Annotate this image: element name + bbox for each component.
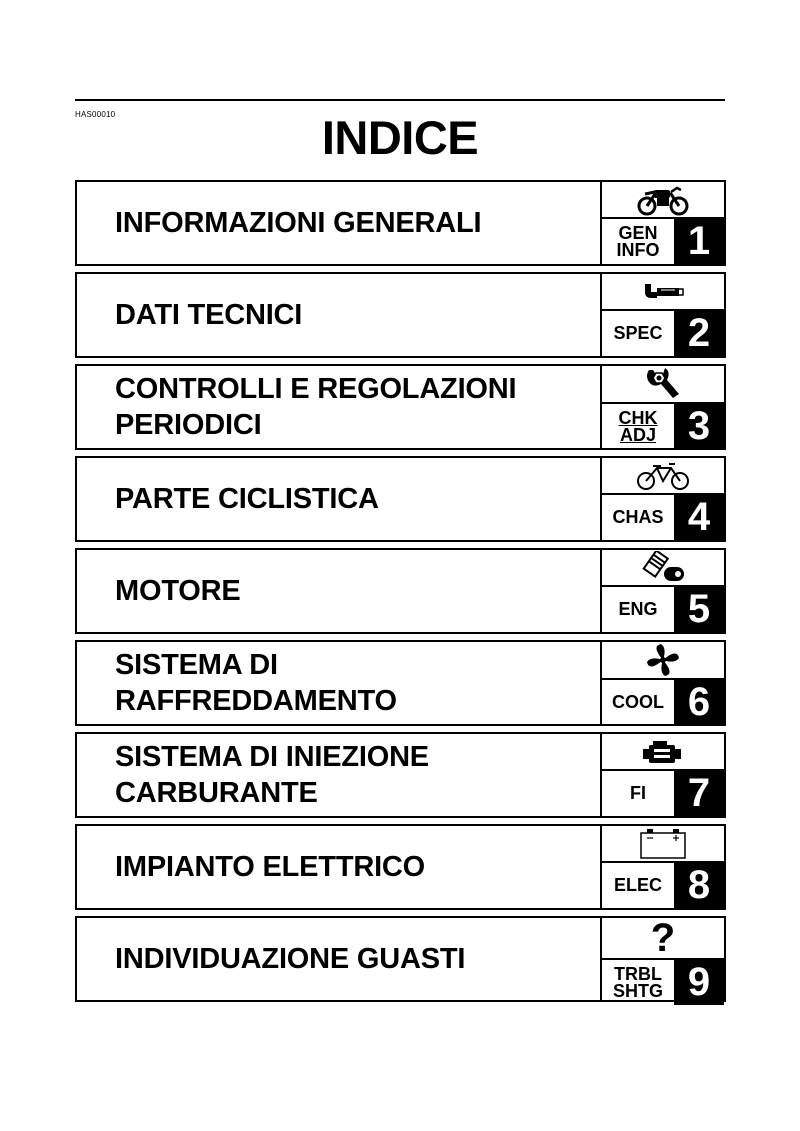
wrench-nut-icon <box>602 366 724 402</box>
chapter-code: CHAS <box>612 507 664 527</box>
chapter-title: INFORMAZIONI GENERALI <box>115 207 482 239</box>
chapter-tab <box>600 274 724 356</box>
chapter-tab <box>600 366 724 448</box>
question-mark-icon: ? <box>650 916 676 960</box>
chapter-periodic-checks[interactable] <box>75 364 726 450</box>
chapter-number: 2 <box>674 311 724 356</box>
chapter-tab <box>600 458 724 540</box>
piston-icon <box>602 550 724 585</box>
chapter-tab <box>600 182 724 264</box>
chapter-code: TRBL SHTG <box>612 963 663 1001</box>
fan-icon <box>602 642 724 678</box>
engine-block-icon <box>602 734 724 769</box>
chapter-number: 5 <box>674 587 724 632</box>
chapter-number: 9 <box>674 960 724 1005</box>
chapter-number: 8 <box>674 863 724 908</box>
document-code: HAS00010 <box>75 110 116 119</box>
chapter-code: ELEC <box>613 875 662 895</box>
chapter-tab <box>600 826 724 908</box>
chapter-tab <box>600 734 724 816</box>
chapter-number: 6 <box>674 680 724 725</box>
chapter-troubleshooting[interactable] <box>75 916 726 1002</box>
chapter-title: IMPIANTO ELETTRICO <box>115 851 426 883</box>
chapter-engine[interactable] <box>75 548 726 634</box>
chapter-number: 7 <box>674 771 724 816</box>
chapter-code: ENG <box>618 599 658 619</box>
chapter-code: COOL <box>612 692 664 712</box>
top-rule <box>75 99 725 101</box>
chapter-number: 4 <box>674 495 724 540</box>
chapter-title: DATI TECNICI <box>115 299 303 331</box>
chapter-number: 1 <box>674 219 724 264</box>
chapter-title: PARTE CICLISTICA <box>115 483 379 515</box>
chapter-tab <box>600 916 724 1004</box>
chapter-general-info[interactable] <box>75 180 726 266</box>
motorcycle-icon <box>602 182 724 217</box>
chapter-electrical[interactable] <box>75 824 726 910</box>
chapter-code: CHK ADJ <box>618 407 658 445</box>
chapter-number: 3 <box>674 404 724 449</box>
page-title: INDICE <box>321 111 479 164</box>
chapter-tab <box>600 550 724 632</box>
battery-icon <box>602 826 724 861</box>
chapter-cooling[interactable] <box>75 640 726 726</box>
caliper-icon <box>602 274 724 309</box>
chapter-chassis[interactable] <box>75 456 726 542</box>
chapter-fuel-injection[interactable] <box>75 732 726 818</box>
chapter-title: INDIVIDUAZIONE GUASTI <box>115 943 466 975</box>
chapter-title: SISTEMA DI INIEZIONE CARBURANTE <box>115 741 429 809</box>
chapter-specifications[interactable] <box>75 272 726 358</box>
chapter-tab <box>600 642 724 724</box>
chapter-code: GEN INFO <box>616 222 660 260</box>
chapter-title: SISTEMA DI RAFFREDDAMENTO <box>115 649 397 717</box>
bicycle-frame-icon <box>602 458 724 493</box>
chapter-title: CONTROLLI E REGOLAZIONI PERIODICI <box>115 373 517 441</box>
chapter-title: MOTORE <box>115 575 241 607</box>
chapter-code: SPEC <box>613 323 663 343</box>
chapter-code: FI <box>630 783 646 803</box>
